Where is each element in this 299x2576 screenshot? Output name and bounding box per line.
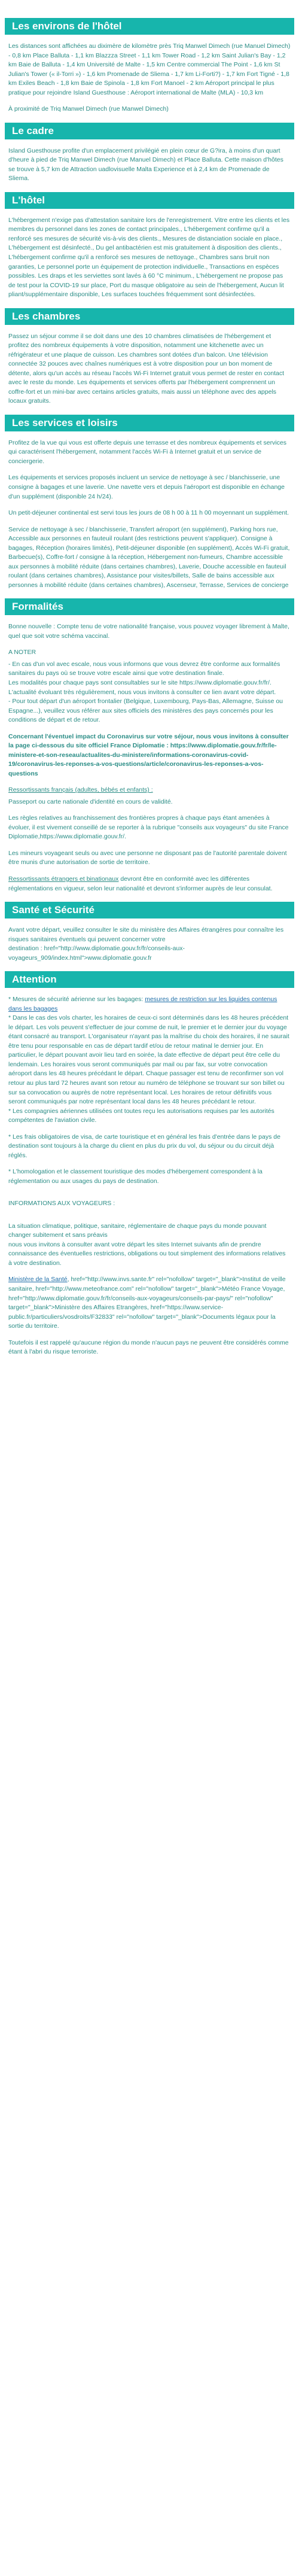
attention-p2: * Les frais obligatoires de visa, de carte touristique et en général les frais d'entrée dans le pays de destination sont toujours à la charge du client en plus du prix du vol, du séjour ou du circuit déjà réglés. — [8, 1133, 280, 1159]
ministere-sante-link[interactable]: Ministère de la Santé — [8, 1276, 68, 1284]
section-title-attention: Attention — [5, 971, 294, 988]
environs-nearby: À proximité de Triq Manwel Dimech (rue Manwel Dimech) — [8, 105, 169, 113]
formalites-p6: Les mineurs voyageant seuls ou avec une personne ne disposant pas de l'autorité parentale doivent être munis d'une autorisation de sortie de territoire. — [8, 849, 287, 866]
attention-p6-text: , href="http://www.invs.sante.fr" rel="nofollow" target="_blank">Institut de veille sanitaire, href="http://www.meteofrance.com" rel="nofollow" target="_blank">Météo France Voyage, href="http://www.diplomatie.gouv.fr/fr/conseils-aux-voyageurs/conseils-par-pays/" rel="nofollow" target="_blank">Ministère des Affaires Etrangères, href="https://www.service-public.fr/particuliers/vosdroits/F32833" rel="nofollow" target="_blank">Documents légaux pour la sortie du territoire. — [8, 1276, 286, 1330]
formalites-p1: Bonne nouvelle : Compte tenu de votre nationalité française, vous pouvez voyager librement à Malte, quel que soit votre schéma vaccinal. — [8, 623, 289, 640]
chambres-text: Passez un séjour comme il se doit dans une des 10 chambres climatisées de l'hébergement et profitez des nombreux équipements à votre disposition, notamment une kitchenette avec un réfrigérateur et une plaque de cuisson. Les chambres sont dotées d'un balcon. Une télévision connectée 32 pouces avec chaînes numériques est à votre disposition pour un bon moment de détente, alors qu'un accès au réseau l'accès Wi-Fi Internet gratuit vous permet de rester en contact avec le reste du monde. Les équipements et services offerts par l'hébergement comprennent un coffre-fort et un mini-bar avec certains articles gratuits, mais aussi un téléphone avec des appels locaux gratuits. — [8, 332, 284, 405]
section-title-sante: Santé et Sécurité — [5, 902, 294, 919]
attention-p1-b: * Dans le cas des vols charter, les horaires de ceux-ci sont déterminés dans les 48 heures précédent le départ. Les vols peuvent s'effectuer de jour comme de nuit, le premier et le dernier jour du voyage étant consacré au transport. L'organisateur n'ayant pas la maîtrise du choix des horaires, il ne saurait être tenu pour responsable en cas de départ tardif et/ou de retour matinal le dernier jour. En particulier, le départ pouvant avoir lieu tard en soirée, la date effective de départ peut être celle du lendemain. Les horaires vous seront communiqués par mail ou par fax, sur votre convocation aéroport dans les 48 heures précédant le départ. Chaque passager est tenu de reconfirmer son vol retour au plus tard 72 heures avant son retour au numéro de téléphone se trouvant sur son billet ou sur sa convocation ou auprès de notre représentant local. Les horaires de retour définitifs vous seront communiqués par notre représentant local dans les 48 heures précédant le retour. * Les compagnies aériennes utilisées ont toutes reçu les autorisations requises par les autorités compétentes de l'aviation civile. — [8, 1014, 289, 1124]
attention-p1 — [8, 995, 291, 1125]
attention-p1-a: * Mesures de sécurité aérienne sur les bagages: — [8, 996, 145, 1003]
section-title-formalites: Formalités — [5, 598, 294, 615]
hotel-text: L'hébergement n'exige pas d'attestation sanitaire lors de l'enregistrement. Vitre entre les clients et les membres du personnel dans les zones de contact principales., L'hébergement confirme qu'il a renforcé ses mesures de sécurité vis-à-vis des clients., Mesures de distanciation sociale en place., L'hébergement est désinfecté., Du gel antibactérien est mis gratuitement à disposition des clients., L'hébergement confirme qu'il a renforcé ses mesures de nettoyage., Chambres sans bruit non garanties, Le personnel porte un équipement de protection individuelle., Transactions en espèces possibles. Les draps et les serviettes sont lavés à 60 °C minimum., L'hébergement ne propose pas de test pour la COVID-19 sur place, Port du masque obligatoire au sein de l'hébergement, Aucun lit pliant/supplémentaire disponible, Les surfaces touchées fréquemment sont désinfectées. — [8, 216, 290, 299]
formalites-p2: - En cas d'un vol avec escale, nous vous informons que vous devrez être conforme aux formalités sanitaires du pays où se trouve votre escale ainsi que votre destination finale. Les modalités pour chaque pays sont consultables sur le site https://www.diplomatie.gouv.fr/fr/. L'actualité évoluant très régulièrement, nous vous invitons à consulter ce lien avant votre départ. - Pour tout départ d'un aéroport frontalier (Belgique, Luxembourg, Pays-Bas, Allemagne, Suisse ou Espagne...), veuillez vous référer aux sites officiels des ministères des pays concernés pour les conditions de départ et de retour. — [8, 660, 283, 724]
section-hotel — [5, 192, 294, 300]
liquids-restriction-link[interactable]: mesures de restriction sur les liquides contenus dans les bagages — [8, 996, 277, 1012]
section-attention — [5, 971, 294, 1357]
formalites-p4: Passeport ou carte nationale d'identité en cours de validité. — [8, 798, 173, 805]
attention-p4: INFORMATIONS AUX VOYAGEURS : — [8, 1200, 115, 1208]
section-title-environs: Les environs de l'hôtel — [5, 18, 294, 35]
formalites-p4-label: Ressortissants français (adultes, bébés et enfants) : — [8, 786, 153, 794]
attention-p7: Toutefois il est rappelé qu'aucune région du monde n'aucun pays ne peuvent être considérés comme étant à l'abri du risque terroriste. — [8, 1339, 289, 1356]
sante-text: Avant votre départ, veuillez consulter le site du ministère des Affaires étrangères pour connaître les risques sanitaires éventuels qui peuvent concerner votre destination : href="http://www.diplomatie.gouv.fr/fr/conseils-aux-voyageurs_909/index.html">www.diplomatie.gouv.fr — [8, 926, 284, 962]
section-services — [5, 415, 294, 590]
section-sante — [5, 902, 294, 963]
section-cadre — [5, 123, 294, 184]
attention-p6 — [8, 1275, 291, 1331]
formalites-p7-label: Ressortissants étrangers et binationaux — [8, 875, 119, 883]
attention-p3: * L'homologation et le classement touristique des modes d'hébergement correspondent à la réglementation ou aux usages du pays de destination. — [8, 1168, 263, 1185]
section-title-chambres: Les chambres — [5, 308, 294, 325]
section-title-services: Les services et loisirs — [5, 415, 294, 431]
section-formalites — [5, 598, 294, 893]
services-p2: Les équipements et services proposés incluent un service de nettoyage à sec / blanchisserie, une consigne à bagages et une laverie. Une navette vers et depuis l'aéroport est disponible en échange d'un supplément (disponible 24 h/24). — [8, 474, 285, 500]
formalites-p7 — [8, 875, 291, 893]
formalites-p5: Les règles relatives au franchissement des frontières propres à chaque pays étant amenées à évoluer, il est vivement conseillé de se reporter à la rubrique "conseils aux voyageurs" du site France Diplomatie,https://www.diplomatie.gouv.fr/. — [8, 814, 289, 841]
section-chambres — [5, 308, 294, 406]
cadre-text: Island Guesthouse profite d'un emplacement privilégié en plein cœur de G?ira, à moins d'un quart d'heure à pied de Triq Manwel Dimech (rue Manuel Dimech) et Place Balluta. Cette maison d'hôtes se trouve à 5,7 km de Attraction uadlovisuelle Malta Experience et à 2,4 km de Promenade de Sliema. — [8, 147, 283, 183]
formalites-p7-text: devront être en conformité avec les différentes réglementations en vigueur, selon leur nationalité et devront s'informer auprès de leur consulat. — [8, 875, 273, 892]
page — [0, 18, 299, 1376]
formalites-p3: Concernant l'éventuel impact du Coronavirus sur votre séjour, nous vous invitons à consulter la page ci-dessous du site officiel France Diplomatie : https://www.diplomatie.gouv.fr/fr/le-ministere-et-son-reseau/actualites-du-ministere/informations-coronavirus-covid-19/coronavirus-les-reponses-a-vos-questions/article/coronavirus-les-reponses-a-vos-questions — [8, 732, 289, 777]
attention-p5: La situation climatique, politique, sanitaire, réglementaire de chaque pays du monde pouvant changer subitement et sans préavis nous vous invitons à consulter avant votre départ les sites Internet suivants afin de prendre connaissance des éventuelles restrictions, obligations ou tout simplement des informations relatives à votre destination. — [8, 1222, 286, 1267]
section-environs — [5, 18, 294, 114]
section-title-hotel: L'hôtel — [5, 192, 294, 209]
services-p4: Service de nettoyage à sec / blanchisserie, Transfert aéroport (en supplément), Parking hors rue, Accessible aux personnes en fauteuil roulant (des restrictions peuvent s'appliquer). Consigne à bagages, Réception (horaires limités), Petit-déjeuner disponible (en supplément), Accès Wi-Fi gratuit, Barbecue(s), Coffre-fort / consigne à la réception, Hébergement non-fumeurs, Chambre accessible aux personnes à mobilité réduite (dans certaines chambres), Laverie, Douche accessible en fauteuil roulant (dans certaines chambres), Assistance pour visites/billets, Salle de bains accessible aux personnes à mobilité réduite (dans certaines chambres), Ascenseur, Terrasse, Services de concierge — [8, 525, 290, 589]
environs-intro: Les distances sont affichées au diximère de kilomètre près Triq Manwel Dimech (rue Manuel Dimech) - 0,8 km Place Balluta - 1,1 km Blazzza Street - 1,1 km Tower Road - 1,2 km Saint Julian's Bay - 1,2 km Baie de Balluta - 1,4 km Université de Malte - 1,5 km Centre commercial The Point - 1,6 km St Julian's Tower (« il-Torri ») - 1,6 km Promenade de Sliema - 1,7 km Li-Forti?) - 1,7 km Fort Tigné - 1,8 km Exiles Beach - 1,8 km Baie de Spinola - 1,8 km Fort Manoel - 2 km Aéroport principal le plus pratique pour rejoindre Island Guesthouse : Aéroport international de Malte (MLA) - 10,3 km — [8, 42, 291, 96]
services-p3: Un petit-déjeuner continental est servi tous les jours de 08 h 00 à 11 h 00 moyennant un supplément. — [8, 509, 289, 517]
formalites-note-label: A NOTER — [8, 649, 36, 656]
section-title-cadre: Le cadre — [5, 123, 294, 139]
services-p1: Profitez de la vue qui vous est offerte depuis une terrasse et des nombreux équipements et services qui caractérisent l'hébergement, notamment l'accès Wi-Fi à Internet gratuit et un service de conciergerie. — [8, 439, 286, 465]
